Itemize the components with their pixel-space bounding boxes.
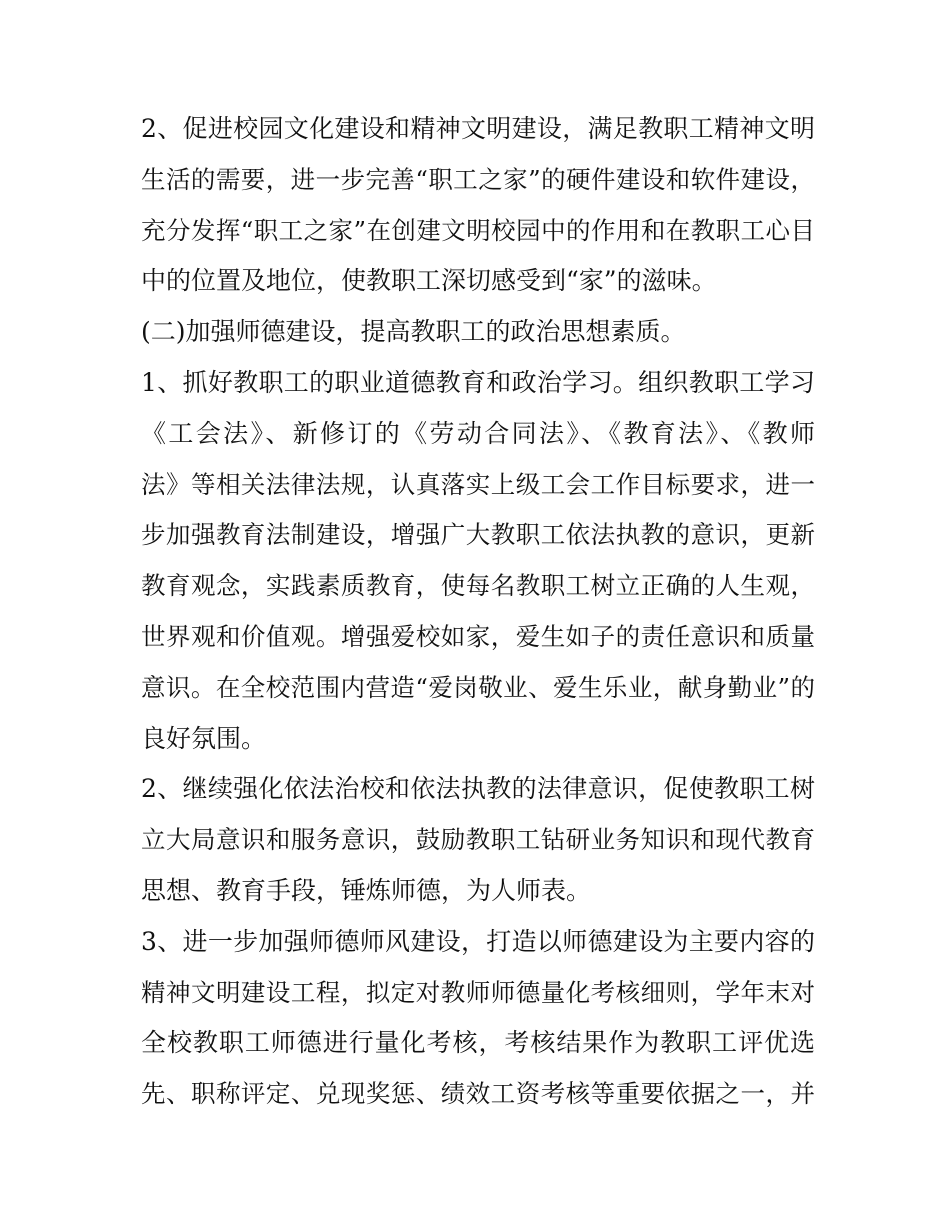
text-line: 生活的需要，进一步完善“职工之家”的硬件建设和软件建设， <box>141 164 815 194</box>
text-line: 中的位置及地位，使教职工深切感受到“家”的滋味。 <box>141 266 717 296</box>
text-line: 2、促进校园文化建设和精神文明建设，满足教职工精神文明 <box>141 114 815 143</box>
text-line: 充分发挥“职工之家”在创建文明校园中的作用和在教职工心目 <box>141 215 815 245</box>
text-line: 步加强教育法制建设，增强广大教职工依法执教的意识，更新 <box>141 520 815 550</box>
document-body <box>141 104 815 1120</box>
text-line: 先、职称评定、兑现奖惩、绩效工资考核等重要依据之一，并 <box>141 1079 815 1109</box>
text-line: 思想、教育手段，锤炼师德，为人师表。 <box>141 875 592 905</box>
text-line: 世界观和价值观。增强爱校如家，爱生如子的责任意识和质量 <box>141 621 815 651</box>
text-line: 精神文明建设工程，拟定对教师师德量化考核细则，学年末对 <box>141 977 815 1007</box>
text-line: 良好氛围。 <box>141 723 267 753</box>
text-line: 教育观念，实践素质教育，使每名教职工树立正确的人生观， <box>141 571 815 601</box>
text-line: 意识。在全校范围内营造“爱岗敬业、爱生乐业，献身勤业”的 <box>141 672 815 702</box>
text-line: 1、抓好教职工的职业道德教育和政治学习。组织教职工学习 <box>141 367 815 397</box>
text-line: 3、进一步加强师德师风建设，打造以师德建设为主要内容的 <box>141 926 815 956</box>
text-line: 立大局意识和服务意识，鼓励教职工钻研业务知识和现代教育 <box>141 825 815 855</box>
text-line: 2、继续强化依法治校和依法执教的法律意识，促使教职工树 <box>141 774 815 804</box>
section-heading: (二)加强师德建设，提高教职工的政治思想素质。 <box>141 317 686 347</box>
text-line: 全校教职工师德进行量化考核，考核结果作为教职工评优选 <box>141 1028 815 1058</box>
text-line: 《工会法》、新修订的《劳动合同法》、《教育法》、《教师 <box>141 418 815 448</box>
text-line: 法》等相关法律法规，认真落实上级工会工作目标要求，进一 <box>141 469 815 499</box>
